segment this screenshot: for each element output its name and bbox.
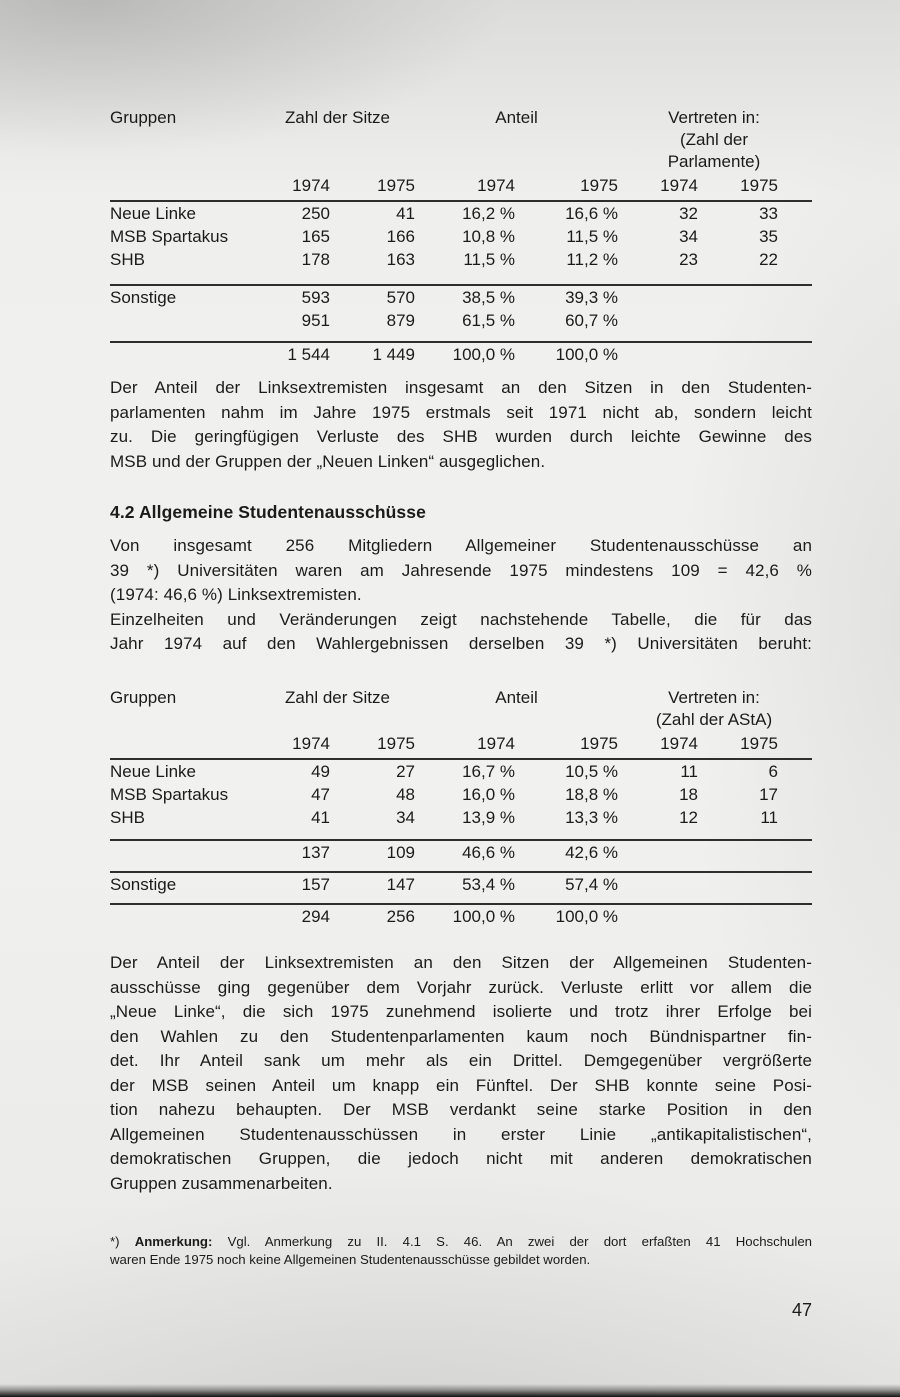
cell: 157 — [301, 875, 330, 894]
table-row — [110, 783, 812, 806]
text-line: MSB und der Gruppen der „Neuen Linken“ ausgeglichen. — [110, 451, 546, 471]
row-label — [110, 841, 260, 864]
table-row — [110, 309, 812, 332]
row-label: Neue Linke — [110, 204, 197, 223]
cell: 10,8 % — [462, 227, 515, 246]
text-line: den Wahlen zu den Studentenparlamenten kaum noch Bündnispartner fin- — [110, 1026, 812, 1046]
cell: 41 — [396, 204, 415, 223]
text-line: Von insgesamt 256 Mitgliedern Allgemeiner Studentenausschüsse an — [110, 536, 812, 555]
footnote-line — [110, 1233, 812, 1251]
cell: 16,2 % — [462, 204, 515, 223]
table-years-row — [110, 173, 812, 198]
table-subtotal-row — [110, 841, 812, 864]
cell: 34 — [679, 227, 698, 246]
table-asta — [110, 686, 812, 928]
text-line: Der Anteil der Linksextremisten an den Sitzen der Allgemeinen Studenten- — [110, 953, 812, 972]
year-label: 1974 — [477, 176, 515, 195]
row-label: SHB — [110, 808, 145, 827]
cell — [618, 841, 698, 864]
cell: 13,3 % — [565, 808, 618, 827]
cell: 294 — [301, 907, 330, 926]
col-header-sitze: Zahl der Sitze — [285, 108, 390, 127]
cell: 100,0 % — [555, 907, 618, 926]
cell: 11,5 % — [566, 227, 618, 246]
cell: 11,5 % — [463, 250, 515, 269]
section-heading: 4.2 Allgemeine Studentenausschüsse — [110, 502, 426, 522]
footnote — [110, 1233, 812, 1269]
cell: 250 — [301, 204, 330, 223]
cell: 61,5 % — [462, 311, 515, 330]
col-header-sitze: Zahl der Sitze — [285, 688, 390, 707]
col-header-vertreten: Vertreten in: — [668, 688, 760, 707]
cell: 16,6 % — [565, 204, 618, 223]
table-header-row — [110, 686, 812, 709]
year-label: 1975 — [580, 734, 618, 753]
cell: 32 — [679, 204, 698, 223]
table-row — [110, 760, 812, 783]
cell: 166 — [386, 227, 415, 246]
row-label: MSB Spartakus — [110, 227, 229, 246]
text-line: det. Ihr Anteil sank um mehr als ein Drittel. Demgegenüber vergrößerte — [110, 1051, 812, 1070]
cell: 57,4 % — [565, 875, 618, 894]
cell: 60,7 % — [565, 311, 618, 330]
paragraph-asta-analysis — [110, 951, 812, 1196]
table-row — [110, 873, 812, 896]
text-line: zu. Die geringfügigen Verluste des SHB wurden durch leichte Gewinne des — [110, 427, 812, 446]
text-line: ausschüsse ging gegenüber dem Vorjahr zurück. Verluste erlitt vor allem die — [110, 977, 812, 997]
table-header-row — [110, 709, 812, 731]
year-label: 1974 — [477, 734, 515, 753]
cell: 17 — [759, 785, 778, 804]
table-studentenparlamente — [110, 106, 812, 366]
year-label: 1974 — [660, 734, 698, 753]
cell: 147 — [386, 875, 415, 894]
cell: 1 449 — [372, 345, 415, 364]
col-header-gruppen: Gruppen — [110, 688, 177, 707]
text-line: Gruppen zusammenarbeiten. — [110, 1173, 333, 1193]
cell: 100,0 % — [452, 907, 515, 926]
row-label — [110, 309, 260, 332]
cell: 6 — [768, 762, 778, 781]
text-line: tion nahezu behaupten. Der MSB verdankt seine starke Position in den — [110, 1100, 812, 1119]
cell: 27 — [396, 762, 415, 781]
row-label — [110, 905, 260, 928]
cell: 16,0 % — [462, 785, 515, 804]
col-header-vertreten-sub: (Zahl der AStA) — [655, 710, 773, 729]
cell: 46,6 % — [462, 843, 515, 862]
year-label: 1974 — [292, 734, 330, 753]
cell: 10,5 % — [565, 762, 618, 781]
cell: 48 — [396, 785, 415, 804]
cell — [698, 309, 810, 332]
cell: 13,9 % — [462, 808, 515, 827]
cell — [618, 343, 698, 366]
cell: 18 — [679, 785, 698, 804]
row-label: MSB Spartakus — [110, 785, 229, 804]
cell — [698, 286, 810, 309]
cell: 47 — [311, 785, 330, 804]
cell: 593 — [301, 288, 330, 307]
year-label: 1974 — [660, 176, 698, 195]
cell: 39,3 % — [565, 288, 618, 307]
cell: 41 — [311, 808, 330, 827]
cell: 137 — [301, 843, 330, 862]
text-line: 39 *) Universitäten waren am Jahresende 1975 mindestens 109 = 42,6 % — [110, 560, 812, 580]
cell: 165 — [301, 227, 330, 246]
text-line: parlamenten nahm im Jahre 1975 erstmals seit 1971 nicht ab, sondern leicht — [110, 402, 812, 422]
cell: 879 — [386, 311, 415, 330]
col-header-vertreten: Vertreten in: — [668, 108, 760, 127]
col-header-anteil: Anteil — [495, 688, 538, 707]
cell — [618, 873, 698, 896]
table-row — [110, 806, 812, 829]
row-label: Neue Linke — [110, 762, 197, 781]
cell: 12 — [679, 808, 698, 827]
cell: 11,2 % — [566, 250, 618, 269]
col-header-vertreten-sub: (Zahl der — [679, 130, 749, 149]
cell: 42,6 % — [565, 843, 618, 862]
table-row — [110, 248, 812, 271]
cell: 16,7 % — [462, 762, 515, 781]
year-label: 1975 — [377, 734, 415, 753]
year-label: 1974 — [292, 176, 330, 195]
cell: 35 — [759, 227, 778, 246]
table-row — [110, 286, 812, 309]
cell: 100,0 % — [555, 345, 618, 364]
text-line: der MSB seinen Anteil um knapp ein Fünftel. Der SHB konnte seine Posi- — [110, 1075, 812, 1095]
cell: 951 — [301, 311, 330, 330]
cell: 33 — [759, 204, 778, 223]
cell: 570 — [386, 288, 415, 307]
table-total-row — [110, 905, 812, 928]
cell — [698, 873, 810, 896]
cell: 53,4 % — [462, 875, 515, 894]
cell: 1 544 — [287, 345, 330, 364]
year-label: 1975 — [740, 176, 778, 195]
cell: 23 — [679, 250, 698, 269]
year-label: 1975 — [580, 176, 618, 195]
cell: 22 — [759, 250, 778, 269]
year-label: 1975 — [377, 176, 415, 195]
text-line: demokratischen Gruppen, die jedoch nicht mit anderen demokratischen — [110, 1149, 812, 1168]
cell — [698, 905, 810, 928]
col-header-anteil: Anteil — [495, 108, 538, 127]
text-line: Allgemeinen Studentenausschüssen in erster Linie „antikapitalistischen“, — [110, 1124, 812, 1144]
cell: 178 — [301, 250, 330, 269]
cell: 100,0 % — [452, 345, 515, 364]
text-line: Der Anteil der Linksextremisten insgesamt an den Sitzen in den Studenten- — [110, 378, 812, 397]
cell — [618, 286, 698, 309]
table-row — [110, 225, 812, 248]
table-years-row — [110, 731, 812, 756]
cell — [618, 309, 698, 332]
row-label — [110, 343, 260, 366]
text-line: (1974: 46,6 %) Linksextremisten. — [110, 585, 362, 604]
cell: 256 — [386, 907, 415, 926]
cell: 49 — [311, 762, 330, 781]
cell — [698, 343, 810, 366]
table-header-row — [110, 129, 812, 151]
text-line: „Neue Linke“, die sich 1975 zunehmend isolierte und trotz ihrer Erfolge bei — [110, 1002, 812, 1021]
row-label: Sonstige — [110, 875, 177, 894]
footnote-text: Vgl. Anmerkung zu II. 4.1 S. 46. An zwei der dort erfaßten 41 Hochschulen — [227, 1234, 812, 1249]
col-header-gruppen: Gruppen — [110, 108, 177, 127]
cell: 11 — [680, 762, 698, 781]
table-row — [110, 202, 812, 225]
text-line: Jahr 1974 auf den Wahlergebnissen derselben 39 *) Universitäten beruht: — [110, 634, 812, 653]
paragraph-studentenparlamente — [110, 376, 812, 474]
page-number: 47 — [791, 1300, 812, 1320]
paragraph-asta-intro — [110, 534, 812, 657]
footnote-marker: *) — [110, 1234, 120, 1249]
table-total-row — [110, 343, 812, 366]
footnote-line: waren Ende 1975 noch keine Allgemeinen Studentenausschüsse gebildet worden. — [110, 1252, 591, 1267]
scan-edge — [0, 1384, 900, 1397]
row-label: Sonstige — [110, 288, 177, 307]
col-header-vertreten-sub: Parlamente) — [667, 152, 761, 171]
cell: 34 — [396, 808, 415, 827]
cell: 38,5 % — [462, 288, 515, 307]
footnote-label: Anmerkung: — [134, 1234, 213, 1249]
cell — [618, 905, 698, 928]
cell — [698, 841, 810, 864]
year-label: 1975 — [740, 734, 778, 753]
table-header-row — [110, 151, 812, 173]
cell: 18,8 % — [565, 785, 618, 804]
cell: 109 — [386, 843, 415, 862]
cell: 163 — [386, 250, 415, 269]
cell: 11 — [760, 808, 778, 827]
row-label: SHB — [110, 250, 145, 269]
text-line: Einzelheiten und Veränderungen zeigt nachstehende Tabelle, die für das — [110, 609, 812, 629]
table-header-row — [110, 106, 812, 129]
